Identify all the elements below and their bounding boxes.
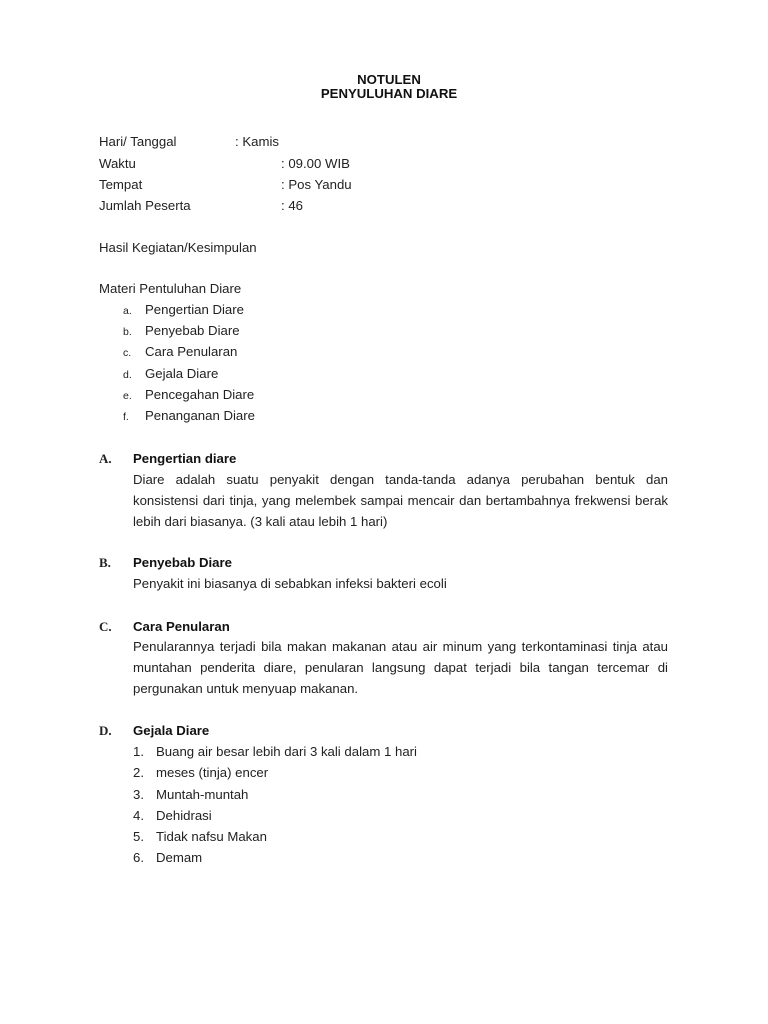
- list-marker: 1.: [133, 744, 144, 759]
- meta-label: Jumlah Peserta: [99, 198, 191, 213]
- section-body: Diare adalah suatu penyakit dengan tanda-tanda adanya perubahan bentuk dan konsistensi dari tinja, yang melembek sampai mencair dan bertambahnya frekwensi berak lebih dari biasanya. (3 kali atau lebih 1 hari): [133, 472, 668, 529]
- meta-value: : 46: [281, 198, 303, 213]
- section-heading: Pengertian diare: [133, 451, 237, 466]
- list-item: Gejala Diare: [145, 366, 219, 381]
- materi-heading: Materi Pentuluhan Diare: [99, 281, 242, 296]
- section-body: Penyakit ini biasanya di sebabkan infeksi bakteri ecoli: [133, 576, 447, 591]
- list-marker: b.: [123, 326, 132, 338]
- list-marker: a.: [123, 305, 132, 317]
- doc-title: NOTULEN: [357, 72, 421, 87]
- list-marker: 3.: [133, 787, 144, 802]
- section-heading: Cara Penularan: [133, 619, 230, 634]
- section-heading: Penyebab Diare: [133, 555, 232, 570]
- list-item: Demam: [156, 850, 203, 865]
- meta-value: : 09.00 WIB: [281, 156, 350, 171]
- section-marker: D.: [99, 723, 112, 738]
- list-item: Pencegahan Diare: [145, 387, 255, 402]
- list-item: meses (tinja) encer: [156, 765, 269, 780]
- list-marker: 2.: [133, 765, 144, 780]
- meta-value: : Pos Yandu: [281, 177, 352, 192]
- section-marker: B.: [99, 555, 111, 570]
- list-item: Dehidrasi: [156, 808, 212, 823]
- meta-label: Hari/ Tanggal: [99, 134, 177, 149]
- meta-label: Tempat: [99, 177, 143, 192]
- list-item: Pengertian Diare: [145, 302, 244, 317]
- list-marker: c.: [123, 347, 132, 359]
- list-item: Buang air besar lebih dari 3 kali dalam 1 hari: [156, 744, 417, 759]
- section-heading: Gejala Diare: [133, 723, 210, 738]
- meta-value: : Kamis: [235, 134, 279, 149]
- list-item: Cara Penularan: [145, 344, 238, 359]
- list-marker: d.: [123, 369, 132, 381]
- section-marker: C.: [99, 619, 112, 634]
- list-item: Penanganan Diare: [145, 408, 255, 423]
- list-marker: 6.: [133, 850, 144, 865]
- list-item: Penyebab Diare: [145, 323, 240, 338]
- list-marker: e.: [123, 390, 132, 402]
- list-marker: 4.: [133, 808, 144, 823]
- list-marker: 5.: [133, 829, 144, 844]
- meta-label: Waktu: [99, 156, 136, 171]
- list-item: Muntah-muntah: [156, 787, 249, 802]
- section-marker: A.: [99, 451, 112, 466]
- section-body: Penularannya terjadi bila makan makanan atau air minum yang terkontaminasi tinja atau muntahan penderita diare, penularan langsung dapat terjadi bila tangan tercemar di pergunakan untuk menyuap makanan.: [133, 639, 668, 696]
- doc-subtitle: PENYULUHAN DIARE: [320, 86, 458, 101]
- hasil-heading: Hasil Kegiatan/Kesimpulan: [99, 240, 257, 255]
- list-marker: f.: [123, 411, 129, 423]
- list-item: Tidak nafsu Makan: [156, 829, 267, 844]
